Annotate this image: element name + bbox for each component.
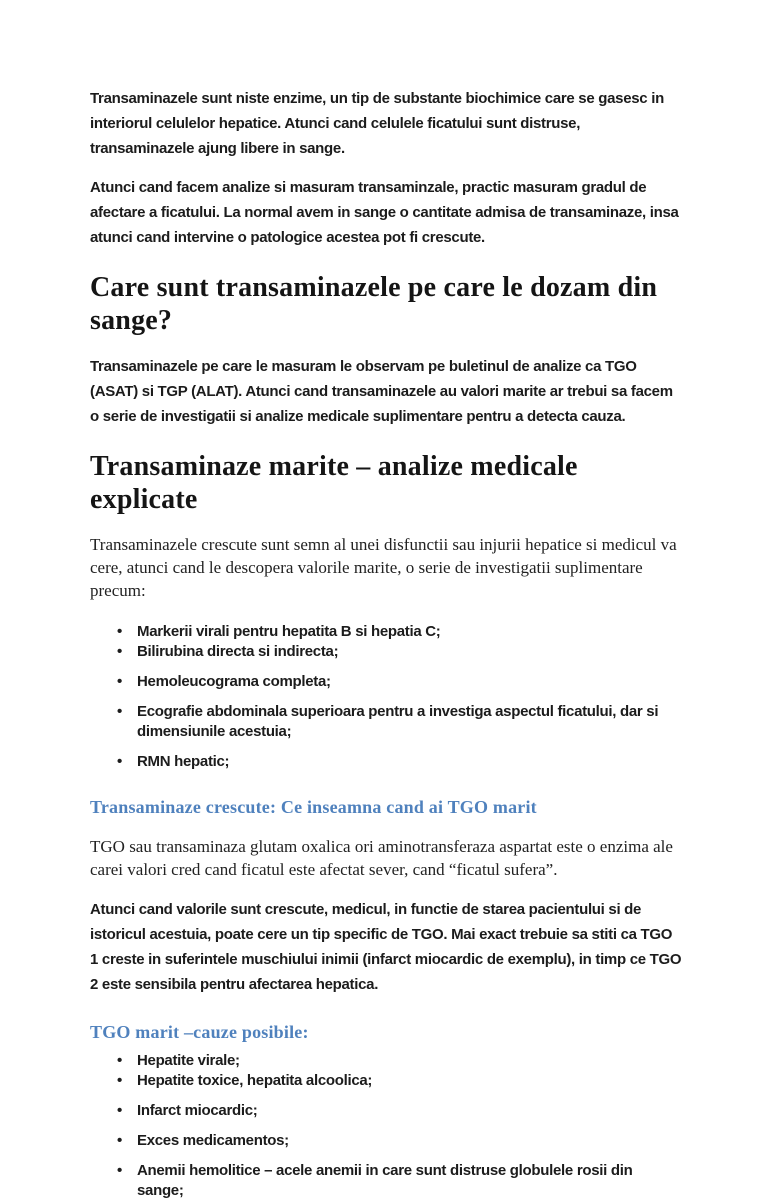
subsection-heading-tgo-marit: Transaminaze crescute: Ce inseamna cand ai TGO marit <box>90 797 537 817</box>
list-item: • Bilirubina directa si indirecta; <box>90 642 682 662</box>
intro-paragraph-1: Transaminazele sunt niste enzime, un tip de substante biochimice care se gasesc in interiorul celulelor hepatice. Atunci cand celulele ficatului sunt distruse, transaminazele ajung libere in sange. <box>90 90 664 157</box>
subsection-heading-tgo-causes: TGO marit –cauze posibile: <box>90 1022 309 1042</box>
dosage-body-paragraph: Transaminazele pe care le masuram le observam pe buletinul de analize ca TGO (ASAT) si TGP (ALAT). Atunci cand transaminazele au valori marite ar trebui sa facem o serie de investigatii si analize medicale suplimentare pentru a detecta cauza. <box>90 358 673 425</box>
list-item: • Hemoleucograma completa; <box>90 672 682 692</box>
list-item: • Infarct miocardic; <box>90 1101 682 1121</box>
list-item: • Anemii hemolitice – acele anemii in care sunt distruse globulele rosii din sange; <box>90 1161 682 1201</box>
section-heading-explained: Transaminaze marite – analize medicale explicate <box>90 451 578 515</box>
section-heading-dosage: Care sunt transaminazele pe care le dozam din sange? <box>90 272 658 336</box>
list-item: • Hepatite toxice, hepatita alcoolica; <box>90 1071 682 1091</box>
list-item: • Markerii virali pentru hepatita B si hepatia C; <box>90 622 682 642</box>
list-item: • RMN hepatic; <box>90 752 682 772</box>
list-item: • Hepatite virale; <box>90 1051 682 1071</box>
investigations-list <box>90 622 682 772</box>
intro-paragraph-2: Atunci cand facem analize si masuram transaminzale, practic masuram gradul de afectare a ficatului. La normal avem in sange o cantitate admisa de transaminaze, insa atunci cand intervine o patologice acestea pot fi crescute. <box>90 179 679 246</box>
tgo-definition-paragraph: TGO sau transaminaza glutam oxalica ori aminotransferaza aspartat este o enzima ale carei valori cred cand ficatul este afectat sever, cand “ficatul sufera”. <box>90 837 673 879</box>
causes-list <box>90 1051 682 1201</box>
list-item: • Exces medicamentos; <box>90 1131 682 1151</box>
list-item: • Ecografie abdominala superioara pentru a investiga aspectul ficatului, dar si dimensiunile acestuia; <box>90 702 682 742</box>
tgo-detail-paragraph: Atunci cand valorile sunt crescute, medicul, in functie de starea pacientului si de istoricul acestuia, poate cere un tip specific de TGO. Mai exact trebuie sa stiti ca TGO 1 creste in suferintele muschiului inimii (infarct miocardic de exemplu), in timp ce TGO 2 este sensibila pentru afectarea hepatica. <box>90 901 682 993</box>
explained-lead-paragraph: Transaminazele crescute sunt semn al unei disfunctii sau injurii hepatice si medicul va cere, atunci cand le descopera valorile marite, o serie de investigatii suplimentare precum: <box>90 535 677 600</box>
